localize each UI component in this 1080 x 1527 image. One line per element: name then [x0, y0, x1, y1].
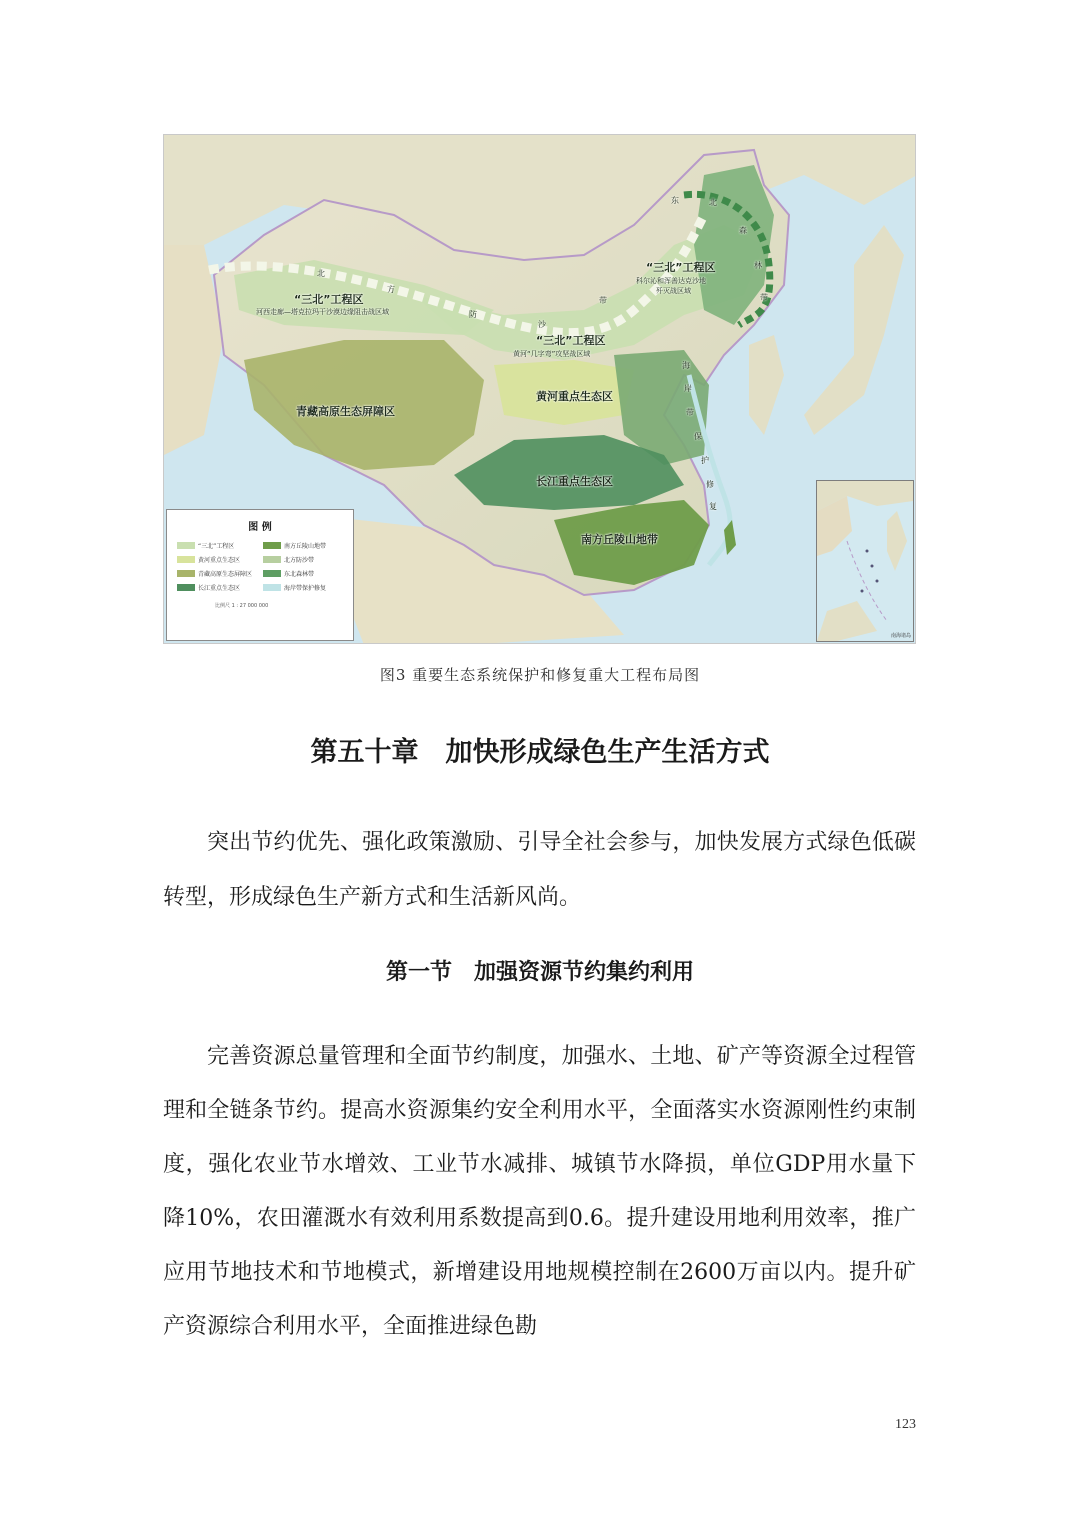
belt-northeast-forest-char: 东	[671, 196, 679, 205]
belt-north-sand-char: 带	[599, 296, 607, 305]
legend-swatch	[177, 584, 195, 591]
legend-swatch	[263, 584, 281, 591]
belt-north-sand-char: 方	[387, 285, 395, 294]
legend-swatch	[263, 570, 281, 577]
label-sanbei-ne: “三北”工程区	[646, 261, 716, 274]
belt-northeast-forest-char: 森	[739, 226, 747, 235]
belt-coastal-char: 护	[701, 456, 709, 465]
section-body-paragraph: 完善资源总量管理和全面节约制度，加强水、土地、矿产等资源全过程管理和全链条节约。提高水资源集约安全利用水平，全面落实水资源刚性约束制度，强化农业节水增效、工业节水减排、城镇节水降损，单位GDP用水量下降10%，农田灌溉水有效利用系数提高到0.6。提升建设用地利用效率，推广应用节地技术和节地模式，新增建设用地规模控制在2600万亩以内。提升矿产资源综合利用水平，全面推进绿色勘	[163, 1044, 916, 1339]
legend-swatch	[177, 570, 195, 577]
legend-item	[263, 541, 345, 550]
label-south-hills: 南方丘陵山地带	[581, 533, 658, 546]
legend-item	[177, 583, 259, 592]
legend-grid	[177, 541, 345, 592]
legend-item	[177, 541, 259, 550]
legend-swatch	[177, 542, 195, 549]
belt-north-sand-char: 沙	[538, 320, 546, 329]
belt-coastal-char: 岸	[684, 384, 692, 393]
legend-item-label: 黄河重点生态区	[198, 557, 241, 564]
label-yangtze: 长江重点生态区	[536, 475, 613, 488]
legend-item-label: “三北”工程区	[198, 543, 235, 550]
inset-graphic	[817, 481, 913, 641]
legend-item	[263, 583, 345, 592]
label-sanbei-mid: “三北”工程区	[536, 334, 606, 347]
legend-item-label: 东北森林带	[284, 571, 315, 578]
label-yellow-river: 黄河重点生态区	[536, 390, 613, 403]
label-qinghai-tibet: 青藏高原生态屏障区	[296, 405, 395, 418]
label-sanbei-ne-sub1: 科尔沁和浑善达克沙地	[636, 277, 706, 285]
map-legend	[166, 509, 354, 641]
belt-north-sand-char: 北	[317, 269, 325, 278]
label-sanbei-ne-sub2: 歼灭战区域	[656, 287, 691, 295]
chapter-title: 第五十章 加快形成绿色生产生活方式	[310, 737, 770, 768]
legend-swatch	[263, 542, 281, 549]
legend-title: 图 例	[248, 522, 272, 533]
legend-item	[177, 555, 259, 564]
legend-swatch	[177, 556, 195, 563]
belt-north-sand-char: 防	[469, 310, 477, 319]
south-china-sea-inset	[816, 480, 914, 642]
legend-item-label: 长江重点生态区	[198, 585, 241, 592]
legend-item	[263, 569, 345, 578]
belt-coastal-char: 复	[709, 502, 717, 511]
inset-caption: 南海诸岛	[890, 633, 911, 639]
belt-northeast-forest-char: 带	[760, 293, 768, 302]
figure-caption: 图3 重要生态系统保护和修复重大工程布局图	[379, 666, 701, 684]
belt-northeast-forest-char: 北	[709, 198, 717, 207]
belt-coastal-char: 带	[686, 408, 694, 417]
legend-item-label: 海岸带保护修复	[284, 585, 327, 592]
label-sanbei-mid-sub: 黄河“几字弯”攻坚战区域	[513, 350, 591, 358]
page-number: 123	[895, 1417, 916, 1432]
map-scale: 比例尺 1 : 27 000 000	[215, 603, 269, 609]
legend-item	[177, 569, 259, 578]
belt-coastal-char: 修	[706, 480, 714, 489]
legend-item-label: 北方防沙带	[284, 557, 315, 564]
legend-item	[263, 555, 345, 564]
label-sanbei-west-sub: 河西走廊—塔克拉玛干沙漠边缘阻击战区域	[256, 308, 389, 316]
ecosystem-map-figure	[163, 134, 916, 644]
legend-item-label: 南方丘陵山地带	[284, 543, 327, 550]
legend-swatch	[263, 556, 281, 563]
legend-item-label: 青藏高原生态屏障区	[198, 571, 253, 578]
chapter-intro-paragraph: 突出节约优先、强化政策激励、引导全社会参与，加快发展方式绿色低碳转型，形成绿色生产新方式和生活新风尚。	[163, 830, 916, 910]
belt-coastal-char: 保	[694, 432, 702, 441]
label-sanbei-west: “三北”工程区	[294, 293, 364, 306]
belt-coastal-char: 海	[682, 361, 690, 370]
belt-northeast-forest-char: 林	[754, 261, 762, 270]
section-title: 第一节 加强资源节约集约利用	[385, 960, 694, 985]
